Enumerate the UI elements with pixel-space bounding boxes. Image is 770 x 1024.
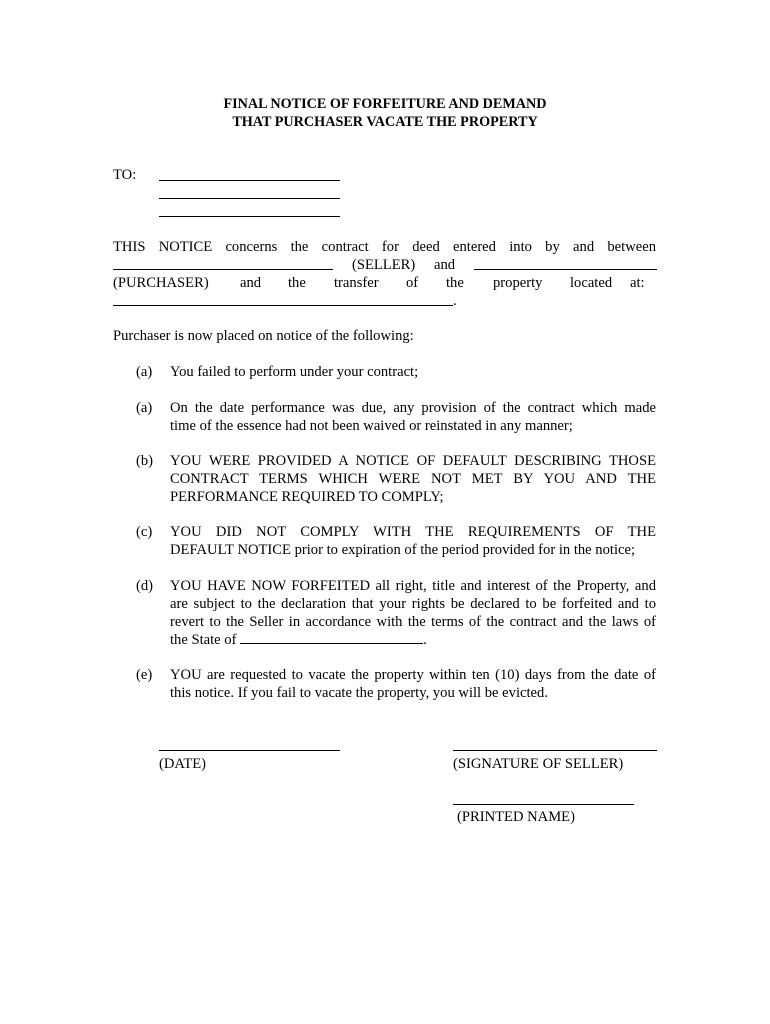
item-label: (e) bbox=[136, 667, 153, 683]
notice-word: property bbox=[493, 275, 543, 291]
item-text bbox=[170, 363, 656, 381]
item-line: CONTRACT TERMS WHICH WERE NOT MET BY YOU AND THE bbox=[170, 471, 656, 487]
item-line: On the date performance was due, any provision of the contract which made bbox=[170, 400, 656, 416]
to-label: TO: bbox=[113, 167, 137, 183]
notice-word: located bbox=[570, 275, 613, 291]
notice-word: the bbox=[288, 275, 306, 291]
printed-name-blank[interactable] bbox=[453, 804, 634, 805]
seller-signature-blank[interactable] bbox=[453, 750, 657, 751]
item-text bbox=[170, 452, 656, 506]
item-label: (b) bbox=[136, 453, 154, 469]
item-text bbox=[170, 523, 656, 559]
to-recipient-blank-3[interactable] bbox=[159, 216, 340, 217]
state-name-blank[interactable] bbox=[240, 631, 423, 644]
state-prefix: the State of bbox=[170, 632, 237, 648]
notice-word: of bbox=[406, 275, 419, 291]
to-recipient-blank-2[interactable] bbox=[159, 198, 340, 199]
intro-text: Purchaser is now placed on notice of the following: bbox=[113, 328, 414, 344]
item-line: PERFORMANCE REQUIRED TO COMPLY; bbox=[170, 489, 444, 505]
notice-word: and bbox=[240, 275, 262, 291]
notice-word: transfer bbox=[334, 275, 379, 291]
and-word: and bbox=[434, 257, 456, 273]
item-label: (a) bbox=[136, 400, 153, 416]
item-label: (c) bbox=[136, 524, 153, 540]
property-address-blank[interactable] bbox=[113, 305, 453, 306]
item-line: YOU are requested to vacate the property within ten (10) days from the date of bbox=[170, 667, 656, 683]
item-line: YOU DID NOT COMPLY WITH THE REQUIREMENTS OF THE bbox=[170, 524, 656, 540]
notice-line-1: THIS NOTICE concerns the contract for deed entered into by and between bbox=[113, 239, 656, 255]
item-line-state bbox=[170, 631, 656, 649]
document-title-line-1: FINAL NOTICE OF FORFEITURE AND DEMAND bbox=[223, 96, 547, 112]
purchaser-label: (PURCHASER) bbox=[113, 275, 209, 291]
item-label: (d) bbox=[136, 578, 154, 594]
item-label: (a) bbox=[136, 364, 153, 380]
date-blank[interactable] bbox=[159, 750, 340, 751]
item-line: DEFAULT NOTICE prior to expiration of the period provided for in the notice; bbox=[170, 542, 636, 558]
item-line: YOU WERE PROVIDED A NOTICE OF DEFAULT DESCRIBING THOSE bbox=[170, 453, 656, 469]
item-line: revert to the Seller in accordance with the terms of the contract and the laws of bbox=[170, 614, 656, 630]
to-recipient-blank-1[interactable] bbox=[159, 180, 340, 181]
seller-name-blank[interactable] bbox=[113, 269, 333, 270]
item-text bbox=[170, 577, 656, 649]
item-text bbox=[170, 666, 656, 702]
notice-word: the bbox=[446, 275, 464, 291]
item-line: time of the essence had not been waived or reinstated in any manner; bbox=[170, 418, 573, 434]
notice-word: at: bbox=[630, 275, 645, 291]
date-label: (DATE) bbox=[159, 756, 207, 772]
seller-label: (SELLER) bbox=[352, 257, 416, 273]
document-title-line-2: THAT PURCHASER VACATE THE PROPERTY bbox=[232, 114, 538, 130]
item-line: this notice. If you fail to vacate the property, you will be evicted. bbox=[170, 685, 548, 701]
item-line: You failed to perform under your contract; bbox=[170, 364, 419, 380]
item-text bbox=[170, 399, 656, 435]
seller-signature-label: (SIGNATURE OF SELLER) bbox=[453, 756, 624, 772]
purchaser-name-blank[interactable] bbox=[474, 269, 657, 270]
item-line: YOU HAVE NOW FORFEITED all right, title and interest of the Property, and bbox=[170, 578, 656, 594]
item-line: are subject to the declaration that your rights be declared to be forfeited and to bbox=[170, 596, 656, 612]
printed-name-label: (PRINTED NAME) bbox=[457, 809, 575, 825]
state-period: . bbox=[423, 632, 427, 648]
address-period: . bbox=[453, 293, 457, 309]
